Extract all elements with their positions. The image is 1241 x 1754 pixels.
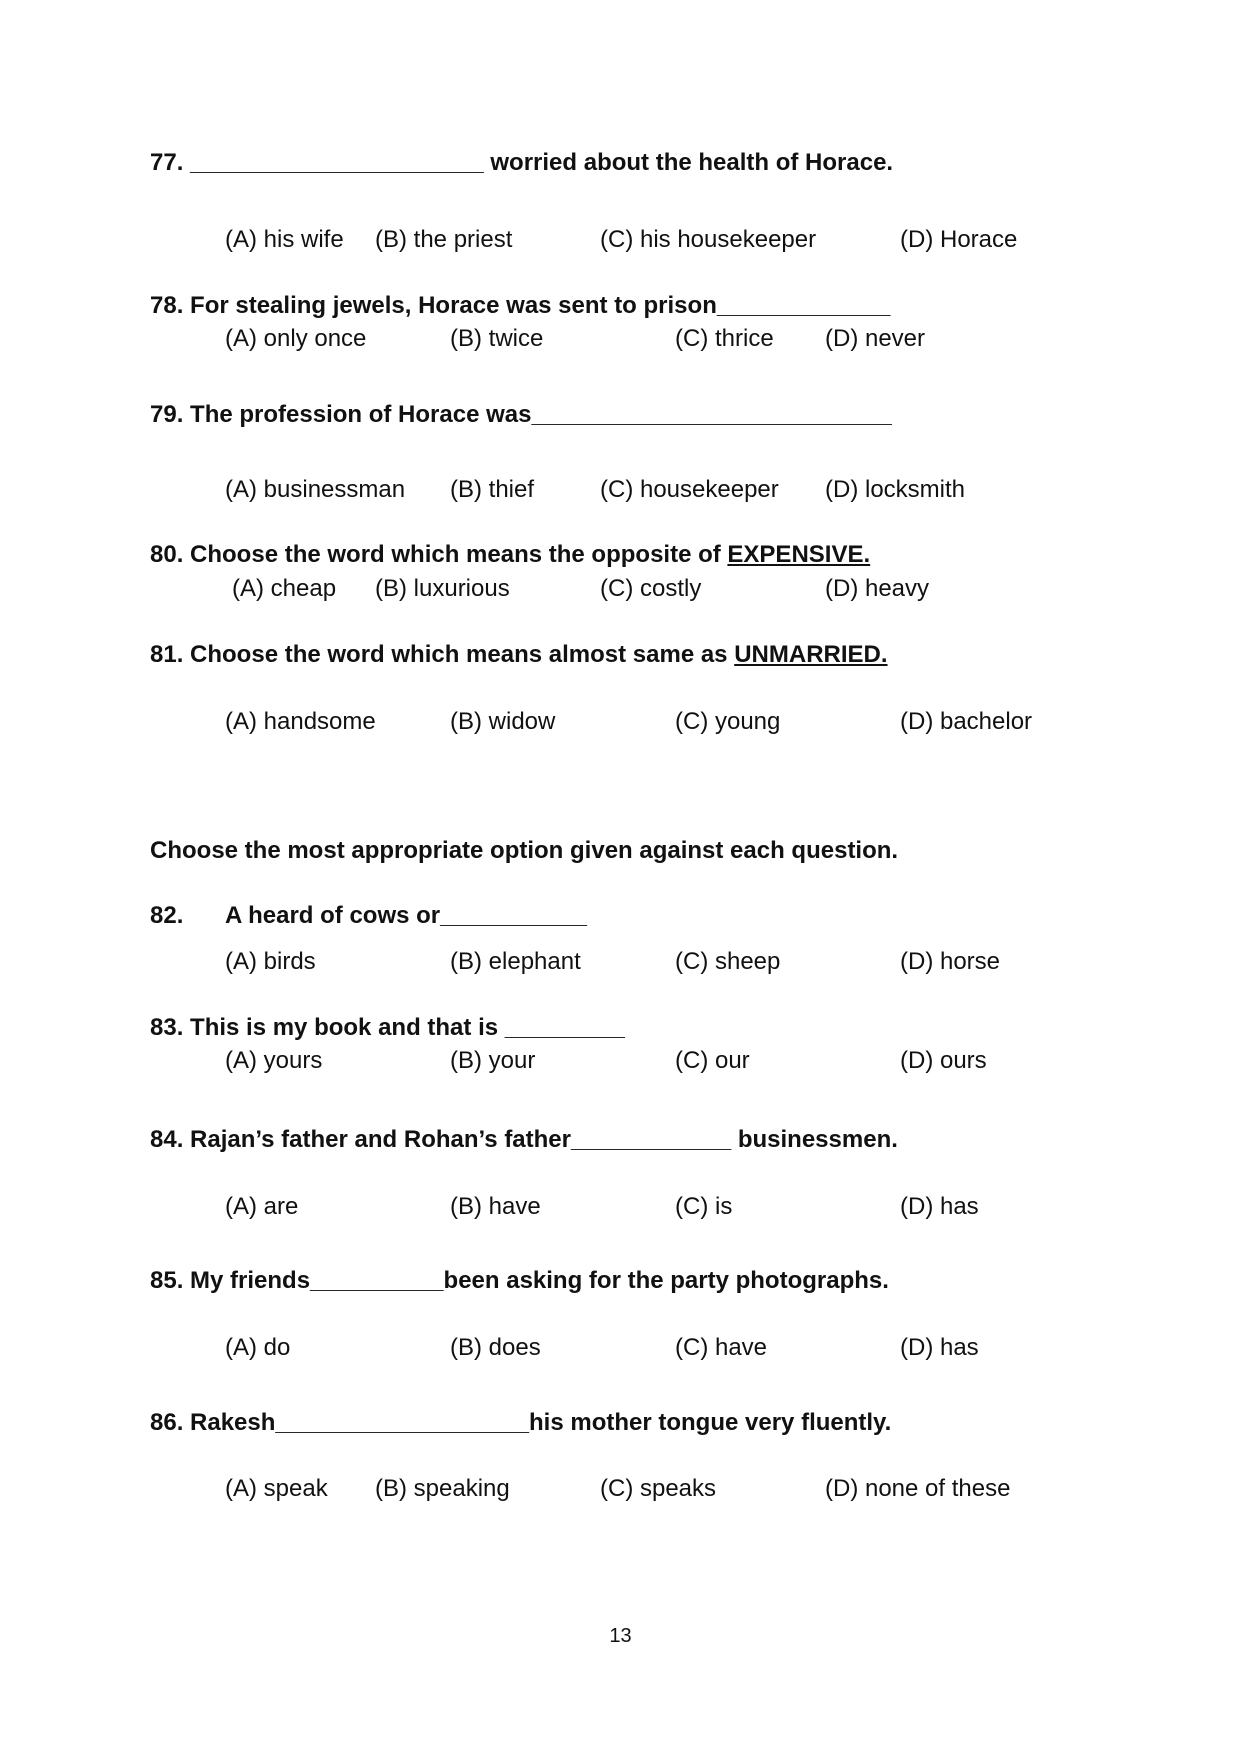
question-text: worried about the health of Horace. — [490, 149, 894, 176]
question-text: 80. Choose the word which means the opposite of — [150, 541, 728, 568]
option-d: (D) horse — [900, 948, 1001, 975]
question-84: 84. Rajan’s father and Rohan’s father____________ businessmen. — [150, 1126, 898, 1153]
question-82 — [150, 901, 183, 931]
option-b: (B) elephant — [450, 948, 581, 975]
option-b: (B) thief — [450, 476, 535, 503]
question-85: 85. My friends__________been asking for the party photographs. — [150, 1267, 889, 1294]
option-d: (D) heavy — [825, 575, 930, 602]
option-d: (D) locksmith — [825, 476, 966, 503]
section-instruction: Choose the most appropriate option given against each question. — [150, 837, 899, 864]
option-a: (A) cheap — [232, 575, 337, 602]
page-number: 13 — [609, 1625, 632, 1647]
option-a: (A) do — [225, 1334, 291, 1361]
option-a: (A) businessman — [225, 476, 406, 503]
option-b: (B) does — [450, 1334, 541, 1361]
option-d: (D) ours — [900, 1047, 987, 1074]
answer-blank: ______________________ — [190, 149, 484, 176]
option-c: (C) costly — [600, 575, 702, 602]
question-81 — [150, 640, 888, 670]
option-b: (B) widow — [450, 708, 556, 735]
option-c: (C) his housekeeper — [600, 226, 817, 253]
option-b: (B) have — [450, 1193, 541, 1220]
option-c: (C) our — [675, 1047, 750, 1074]
option-b: (B) your — [450, 1047, 536, 1074]
option-b: (B) the priest — [375, 226, 513, 253]
option-b: (B) twice — [450, 325, 544, 352]
question-77 — [150, 148, 893, 178]
option-a: (A) handsome — [225, 708, 376, 735]
option-a: (A) speak — [225, 1475, 328, 1502]
option-d: (D) none of these — [825, 1475, 1011, 1502]
option-c: (C) young — [675, 708, 781, 735]
keyword: UNMARRIED. — [734, 641, 888, 668]
option-c: (C) have — [675, 1334, 768, 1361]
option-b: (B) luxurious — [375, 575, 510, 602]
question-80 — [150, 540, 870, 570]
option-a: (A) yours — [225, 1047, 323, 1074]
question-text: 81. Choose the word which means almost same as — [150, 641, 735, 668]
question-79: 79. The profession of Horace was___________________________ — [150, 401, 892, 428]
option-d: (D) bachelor — [900, 708, 1033, 735]
question-83: 83. This is my book and that is _________ — [150, 1014, 625, 1041]
option-a: (A) birds — [225, 948, 316, 975]
option-c: (C) is — [675, 1193, 733, 1220]
option-c: (C) thrice — [675, 325, 774, 352]
question-86: 86. Rakesh___________________his mother tongue very fluently. — [150, 1409, 892, 1436]
option-d: (D) has — [900, 1193, 979, 1220]
option-c: (C) speaks — [600, 1475, 717, 1502]
question-number: 82. — [150, 902, 184, 929]
question-82-text: A heard of cows or___________ — [225, 902, 587, 929]
option-a: (A) are — [225, 1193, 299, 1220]
option-d: (D) Horace — [900, 226, 1018, 253]
option-b: (B) speaking — [375, 1475, 510, 1502]
option-d: (D) has — [900, 1334, 979, 1361]
option-d: (D) never — [825, 325, 926, 352]
keyword: EXPENSIVE. — [727, 541, 871, 568]
option-c: (C) housekeeper — [600, 476, 779, 503]
option-c: (C) sheep — [675, 948, 781, 975]
question-78: 78. For stealing jewels, Horace was sent to prison_____________ — [150, 292, 891, 319]
option-a: (A) only once — [225, 325, 367, 352]
option-a: (A) his wife — [225, 226, 344, 253]
question-number: 77. — [150, 149, 184, 176]
